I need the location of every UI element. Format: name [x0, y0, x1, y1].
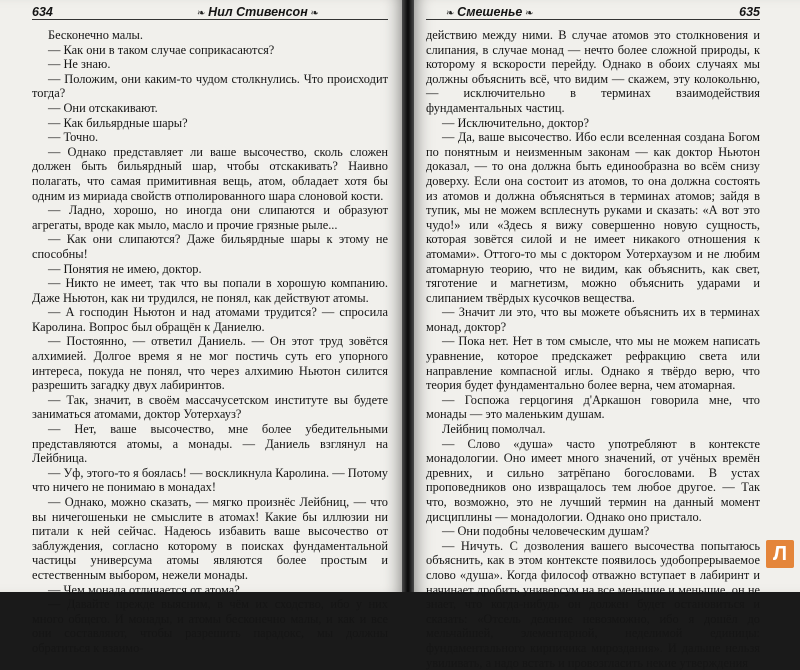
chapter-title: Смешенье — [457, 5, 523, 19]
left-running-head — [32, 4, 388, 20]
paragraph: — Никто не имеет, так что вы попали в хорошую компанию. Даже Ньютон, как ни трудился, не понял, как действуют атомы. — [32, 276, 388, 305]
right-page-text — [426, 28, 760, 670]
paragraph: — Не знаю. — [48, 57, 111, 72]
right-header-rule — [426, 19, 760, 20]
paragraph: — Как они слипаются? Даже бильярдные шары к этому не способны! — [32, 232, 388, 261]
paragraph: — Ладно, хорошо, но иногда они слипаются и образуют агрегаты, вроде как мыло, масло и прочие грязные рыле... — [32, 203, 388, 232]
paragraph: — Так, значит, в своём массачусетском институте вы будете заниматься атомами, доктор Уотерхауз? — [32, 392, 388, 422]
paragraph: — Значит ли это, что вы можете объяснить их в терминах монад, доктор? — [426, 305, 760, 334]
paragraph: — Они подобны человеческим душам? — [442, 524, 650, 539]
author-name: Нил Стивенсон — [208, 5, 308, 19]
paragraph: — Слово «душа» часто употребляют в контексте монадологии. Оно имеет много значений, от учёных времён древних, и сильно затрёпано богословами. В устах проповедников оно извращалось тем любое другое. — Так что, возможно, это не лучший термин на данный момент дисциплины — монадологии. Однако оно пристало. — [426, 436, 760, 524]
paragraph: — Они отскакивают. — [48, 100, 158, 115]
paragraph: — Однако представляет ли ваше высочество, сколь сложен должен быть бильярдный шар, чтобы отскакивать? Наивно полагать, что самая примитивная вещь, атом, обладает хотя бы одним из мириада свойств отполированного шара слоновой кости. — [32, 144, 388, 203]
left-page — [0, 0, 402, 655]
paragraph: — Пока нет. Нет в том смысле, что мы не можем написать уравнение, которое предскажет рефракцию света или направление компасной иглы. Однако я твёрдо верю, что теория будет фундаментально более верна, чем атомарная. — [426, 334, 760, 393]
paragraph: — Точно. — [48, 130, 99, 145]
paragraph: — Ничуть. С дозволения вашего высочества попытаюсь объяснить, как в этом контексте появилось удобопрерываемое слово «душа». Когда философ отважно вступает в лабиринт и начинает дробить универсум на все меньшие и меньшие, он не знает, что когда-нибудь он должен будет остановиться и сказать: «Отсель деление невозможно, ибо я дошёл до мельчайшей, элементарной, неделимой единицы: фундаментального кирпичика мироздания». И дальше нельзя увиливать, а надо встать и провозгласить некие утверждения — [426, 538, 760, 670]
right-page-number: 635 — [739, 5, 760, 19]
paragraph: — А господин Ньютон и над атомами трудится? — спросила Каролина. Вопрос был обращён к Даниелю. — [32, 305, 388, 334]
paragraph: — Нет, ваше высочество, мне более убедительными представляются атомы, а монады. — Даниель взглянул на Лейбница. — [32, 422, 388, 466]
paragraph: Бесконечно малы. — [48, 28, 143, 42]
ornament-icon: ❧ — [197, 8, 209, 19]
paragraph: — Как они в таком случае соприкасаются? — [48, 42, 275, 57]
paragraph: — Понятия не имею, доктор. — [48, 261, 202, 276]
ornament-icon: ❧ — [307, 8, 319, 19]
paragraph: действию между ними. В случае атомов это столкновения и слипания, в случае монад — нечто более сложной природы, к которому я вскорости перейду. Однако в обоих случаях мы должны объяснить всё, что видим — скажем, эту колокольню, — исключительно в терминах взаимодействия фундаментальных частиц. — [426, 28, 760, 115]
ornament-icon: ❧ — [446, 8, 458, 19]
ornament-icon: ❧ — [522, 8, 534, 19]
left-header-rule — [32, 19, 388, 20]
paragraph: — Постоянно, — ответил Даниель. — Он этот труд зовётся алхимией. Долгое время я не мог постичь суть его упорного интереса, покуда не понял, что через алхимию Ньютон силится разрешить загадку двух лабиринтов. — [32, 334, 388, 393]
paragraph: — Госпожа герцогиня д'Аркашон говорила мне, что монады — это маленьким душам. — [426, 392, 760, 422]
paragraph: — Однако, можно сказать, — мягко произнёс Лейбниц, — что вы ничегошеньки не смыслите в атомах! Какие бы иллюзии ни питали к ней сейчас. Надеюсь избавить ваше высочество от заблуждения, согласно которому в поисках фундаментальной частицы универсума атомы являются более простым и естественным выбором, нежели монады. — [32, 495, 388, 582]
right-page — [414, 0, 800, 670]
paragraph: — Чем монада отличается от атома? — [48, 582, 240, 597]
paragraph: — Уф, этого-то я боялась! — воскликнула Каролина. — Потому что ничего не понимаю в монадах! — [32, 465, 388, 495]
right-running-head — [426, 4, 760, 20]
book-gutter — [402, 0, 414, 592]
left-page-text — [32, 28, 388, 656]
left-page-number: 634 — [32, 5, 53, 19]
paragraph: — Да, ваше высочество. Ибо если вселенная создана Богом по понятным и неизменным законам — как доктор Ньютон доказал, — то она должна быть единообразна во всём снизу доверху. Если она состоит из атомов, то она должна состоять из атомов и должна объясняться в терминах атомов; зайдя в тупик, мы не можем всплеснуть руками и сказать: «А вот это чудо!» или «Здесь я вижу совершенно новую сущность, которая зовётся силой и не имеет никакого отношения к атомами». Оттого-то мы с доктором Уотерхаузом и не любим атомарную теорию, что не видим, как объяснить, как свет, тяготение и магнетизм, можно объяснить ударами и слипанием твёрдых кусочков вещества. — [426, 130, 760, 305]
paragraph: — Исключительно, доктор? — [442, 115, 590, 130]
watermark-logo: Л — [766, 540, 794, 568]
paragraph: — Как бильярдные шары? — [48, 115, 188, 130]
paragraph: — Давайте прежде выясним, в чём их сходство, ибо у них много общего. И монады, и атомы бесконечно малы, и как и все они составляют, чтобы разрешить парадокс, мы должны обратиться к взаимо- — [32, 597, 388, 655]
paragraph: Лейбниц помолчал. — [442, 422, 546, 437]
paragraph: — Положим, они каким-то чудом столкнулись. Что происходит тогда? — [32, 71, 388, 101]
